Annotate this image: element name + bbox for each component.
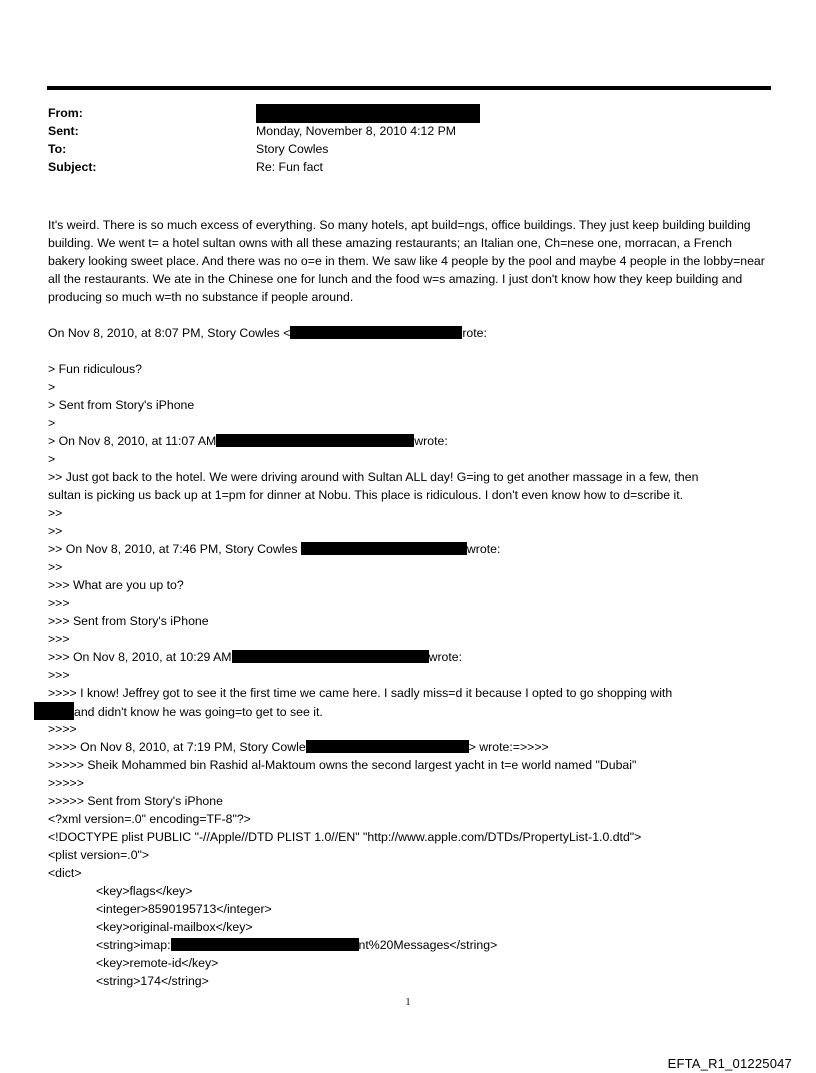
reply-header-line [48, 324, 772, 342]
subject-label: Subject: [48, 160, 97, 174]
email-body [48, 216, 772, 990]
xml-line: <?xml version=.0" encoding=TF-8"?> [48, 812, 251, 826]
xml-line: <key>remote-id</key> [96, 956, 219, 970]
text: >>> On Nov 8, 2010, at 10:29 AM [48, 650, 232, 664]
sent-row [48, 124, 768, 142]
redaction-box [306, 740, 469, 753]
sent-label: Sent: [48, 124, 79, 138]
body-paragraph: It's weird. There is so much excess of everything. So many hotels, apt build=ngs, office buildings. They just keep building building building. We went t= a hotel sultan owns with all these amazing restaurants; an Italian one, Ch=nese one, morracan, a French bakery looking sweet place. And there was no o=e in them. We saw like 4 people by the pool and maybe 4 people in the lobby=near all the restaurants. We ate in the Chinese one for lunch and the food w=s amazing. I just don't know how they keep building and producing so much w=th no substance if people around. [48, 218, 765, 304]
quoted-line: >>> What are you up to? [48, 578, 184, 592]
to-label: To: [48, 142, 67, 156]
text: >>>> On Nov 8, 2010, at 7:19 PM, Story Cowle [48, 740, 306, 754]
quoted-line: >>>>> [48, 776, 84, 790]
redaction-box [34, 702, 74, 720]
text: and didn't know he was going=to get to see it. [74, 705, 323, 719]
redaction-box [216, 434, 414, 447]
quoted-line: >>> Sent from Story's iPhone [48, 614, 209, 628]
subject-value: Re: Fun fact [256, 160, 323, 174]
quoted-line: > Fun ridiculous? [48, 362, 142, 376]
xml-line: <string>174</string> [96, 974, 209, 988]
quoted-line: > [48, 416, 56, 430]
quoted-line [48, 738, 772, 756]
quoted-line: >> Just got back to the hotel. We were driving around with Sultan ALL day! G=ing to get another massage in a few, then [48, 470, 699, 484]
quoted-line: >>>>> Sheik Mohammed bin Rashid al-Maktoum owns the second largest yacht in t=e world named "Dubai" [48, 758, 637, 772]
redaction-box [301, 542, 467, 555]
redaction-box [232, 650, 429, 663]
text: wrote: [414, 434, 448, 448]
quoted-line: >>>> [48, 722, 77, 736]
xml-line: <plist version=.0"> [48, 848, 150, 862]
header-rule [47, 86, 771, 90]
text: <string>imap: [96, 938, 171, 952]
text: nt%20Messages</string> [358, 938, 498, 952]
text: wrote: [428, 650, 463, 664]
quoted-line [48, 432, 772, 450]
to-value: Story Cowles [256, 142, 329, 156]
quoted-line: > [48, 452, 56, 466]
text: wrote: [466, 542, 501, 556]
quoted-line: > Sent from Story's iPhone [48, 398, 195, 412]
text: rote: [462, 326, 487, 340]
quoted-line: >>> [48, 596, 70, 610]
quoted-line: >>>> I know! Jeffrey got to see it the first time we came here. I sadly miss=d it because I opted to go shopping with [48, 686, 673, 700]
xml-line [48, 936, 772, 954]
from-label: From: [48, 106, 83, 120]
redaction-box [256, 104, 480, 123]
quoted-line: >> [48, 524, 63, 538]
text: > wrote:=>>>> [468, 740, 549, 754]
to-row [48, 142, 768, 160]
redaction-box [290, 326, 462, 339]
xml-line: <key>flags</key> [96, 884, 193, 898]
redaction-box [171, 938, 359, 951]
from-value [256, 106, 480, 123]
xml-line: <!DOCTYPE plist PUBLIC "-//Apple//DTD PLIST 1.0//EN" "http://www.apple.com/DTDs/PropertyList-1.0.dtd"> [48, 830, 642, 844]
text: > On Nov 8, 2010, at 11:07 AM [48, 434, 217, 448]
quoted-line: >>> [48, 668, 70, 682]
text: >> On Nov 8, 2010, at 7:46 PM, Story Cowles [48, 542, 298, 556]
page-number: 1 [405, 997, 411, 1008]
email-header [48, 106, 768, 178]
xml-line: <dict> [48, 866, 82, 880]
quoted-line: >> [48, 506, 63, 520]
quoted-line: > [48, 380, 56, 394]
bates-number: EFTA_R1_01225047 [667, 1056, 792, 1071]
quoted-line [48, 540, 772, 558]
from-row [48, 106, 768, 124]
quoted-line [48, 702, 772, 720]
sent-value: Monday, November 8, 2010 4:12 PM [256, 124, 457, 138]
quoted-line: >> [48, 560, 63, 574]
quoted-line: >>>>> Sent from Story's iPhone [48, 794, 223, 808]
xml-line: <integer>8590195713</integer> [96, 902, 272, 916]
quoted-line: >>> [48, 632, 70, 646]
quoted-line: sultan is picking us back up at 1=pm for dinner at Nobu. This place is ridiculous. I don't even know how to d=scribe it. [48, 488, 684, 502]
subject-row [48, 160, 768, 178]
quoted-line [48, 648, 772, 666]
text: On Nov 8, 2010, at 8:07 PM, Story Cowles < [48, 326, 291, 340]
xml-line: <key>original-mailbox</key> [96, 920, 253, 934]
